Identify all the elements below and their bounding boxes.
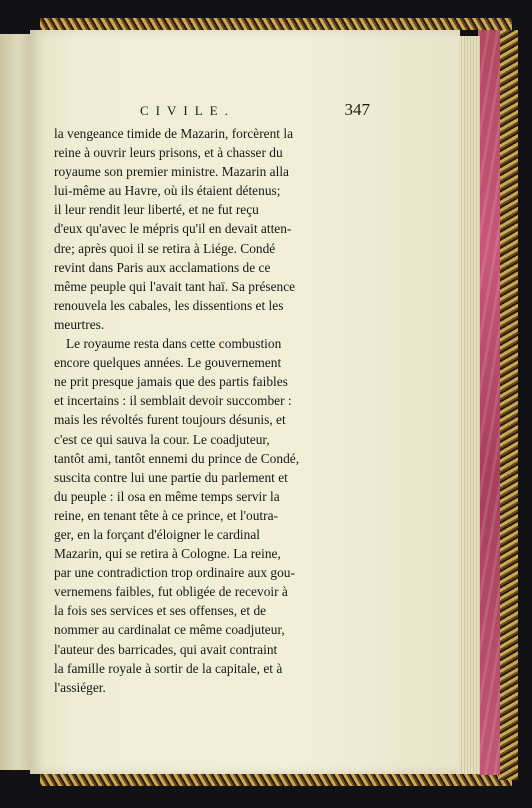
text-line: suscita contre lui une partie du parlement et: [54, 469, 288, 485]
body-text: [54, 124, 366, 697]
page-number: 347: [344, 100, 370, 119]
text-line: il leur rendit leur liberté, et ne fut reçu: [54, 202, 259, 218]
text-line: tantôt ami, tantôt ennemi du prince de Condé,: [54, 450, 300, 466]
text-line: nommer au cardinalat ce même coadjuteur,: [54, 622, 285, 638]
text-line: vernemens faibles, fut obligée de recevoir à: [54, 584, 288, 600]
running-title: CIVILE.: [140, 103, 235, 118]
text-line: Mazarin, qui se retira à Cologne. La reine,: [54, 546, 281, 562]
text-line: par une contradiction trop ordinaire aux gou-: [54, 565, 295, 581]
text-line: et incertains : il semblait devoir succomber :: [54, 393, 292, 409]
facing-page-edge: [0, 34, 30, 770]
text-line: la vengeance timide de Mazarin, forcèrent la: [54, 126, 294, 141]
page-header: [140, 100, 370, 126]
text-line: meurtres.: [54, 316, 105, 332]
text-line: la fois ses services et ses offenses, et de: [54, 603, 267, 619]
gilt-border-top: [40, 18, 512, 30]
text-line: l'assiéger.: [54, 679, 106, 695]
text-line: lui-même au Havre, où ils étaient détenus;: [54, 183, 281, 199]
text-line: même peuple qui l'avait tant haï. Sa présence: [54, 278, 296, 294]
text-line: reine, en tenant tête à ce prince, et l'outra-: [54, 507, 278, 523]
text-line: reine à ouvrir leurs prisons, et à chasser du: [54, 145, 283, 161]
text-line: dre; après quoi il se retira à Liége. Condé: [54, 240, 276, 256]
text-line: du peuple : il osa en même temps servir la: [54, 488, 280, 504]
text-line: revint dans Paris aux acclamations de ce: [54, 259, 271, 275]
text-line: royaume son premier ministre. Mazarin alla: [54, 164, 289, 180]
text-line: ne prit presque jamais que des partis faibles: [54, 374, 288, 390]
text-line: l'auteur des barricades, qui avait contraint: [54, 641, 278, 657]
text-line: mais les révoltés furent toujours désunis, et: [54, 412, 286, 428]
text-line: c'est ce qui sauva la cour. Le coadjuteur,: [54, 431, 270, 447]
text-line: la famille royale à sortir de la capitale, et à: [54, 660, 283, 676]
gilt-border-right: [498, 30, 518, 780]
text-line: ger, en la forçant d'éloigner le cardinal: [54, 526, 260, 542]
text-line: renouvela les cabales, les dissentions et les: [54, 297, 284, 313]
book-page: [30, 30, 460, 774]
text-line: encore quelques années. Le gouvernement: [54, 355, 282, 371]
gilt-border-bottom: [40, 772, 512, 786]
text-line: Le royaume resta dans cette combustion: [66, 336, 282, 352]
text-line: d'eux qu'avec le mépris qu'il en devait atten-: [54, 221, 292, 237]
marbled-edge: [478, 30, 500, 775]
